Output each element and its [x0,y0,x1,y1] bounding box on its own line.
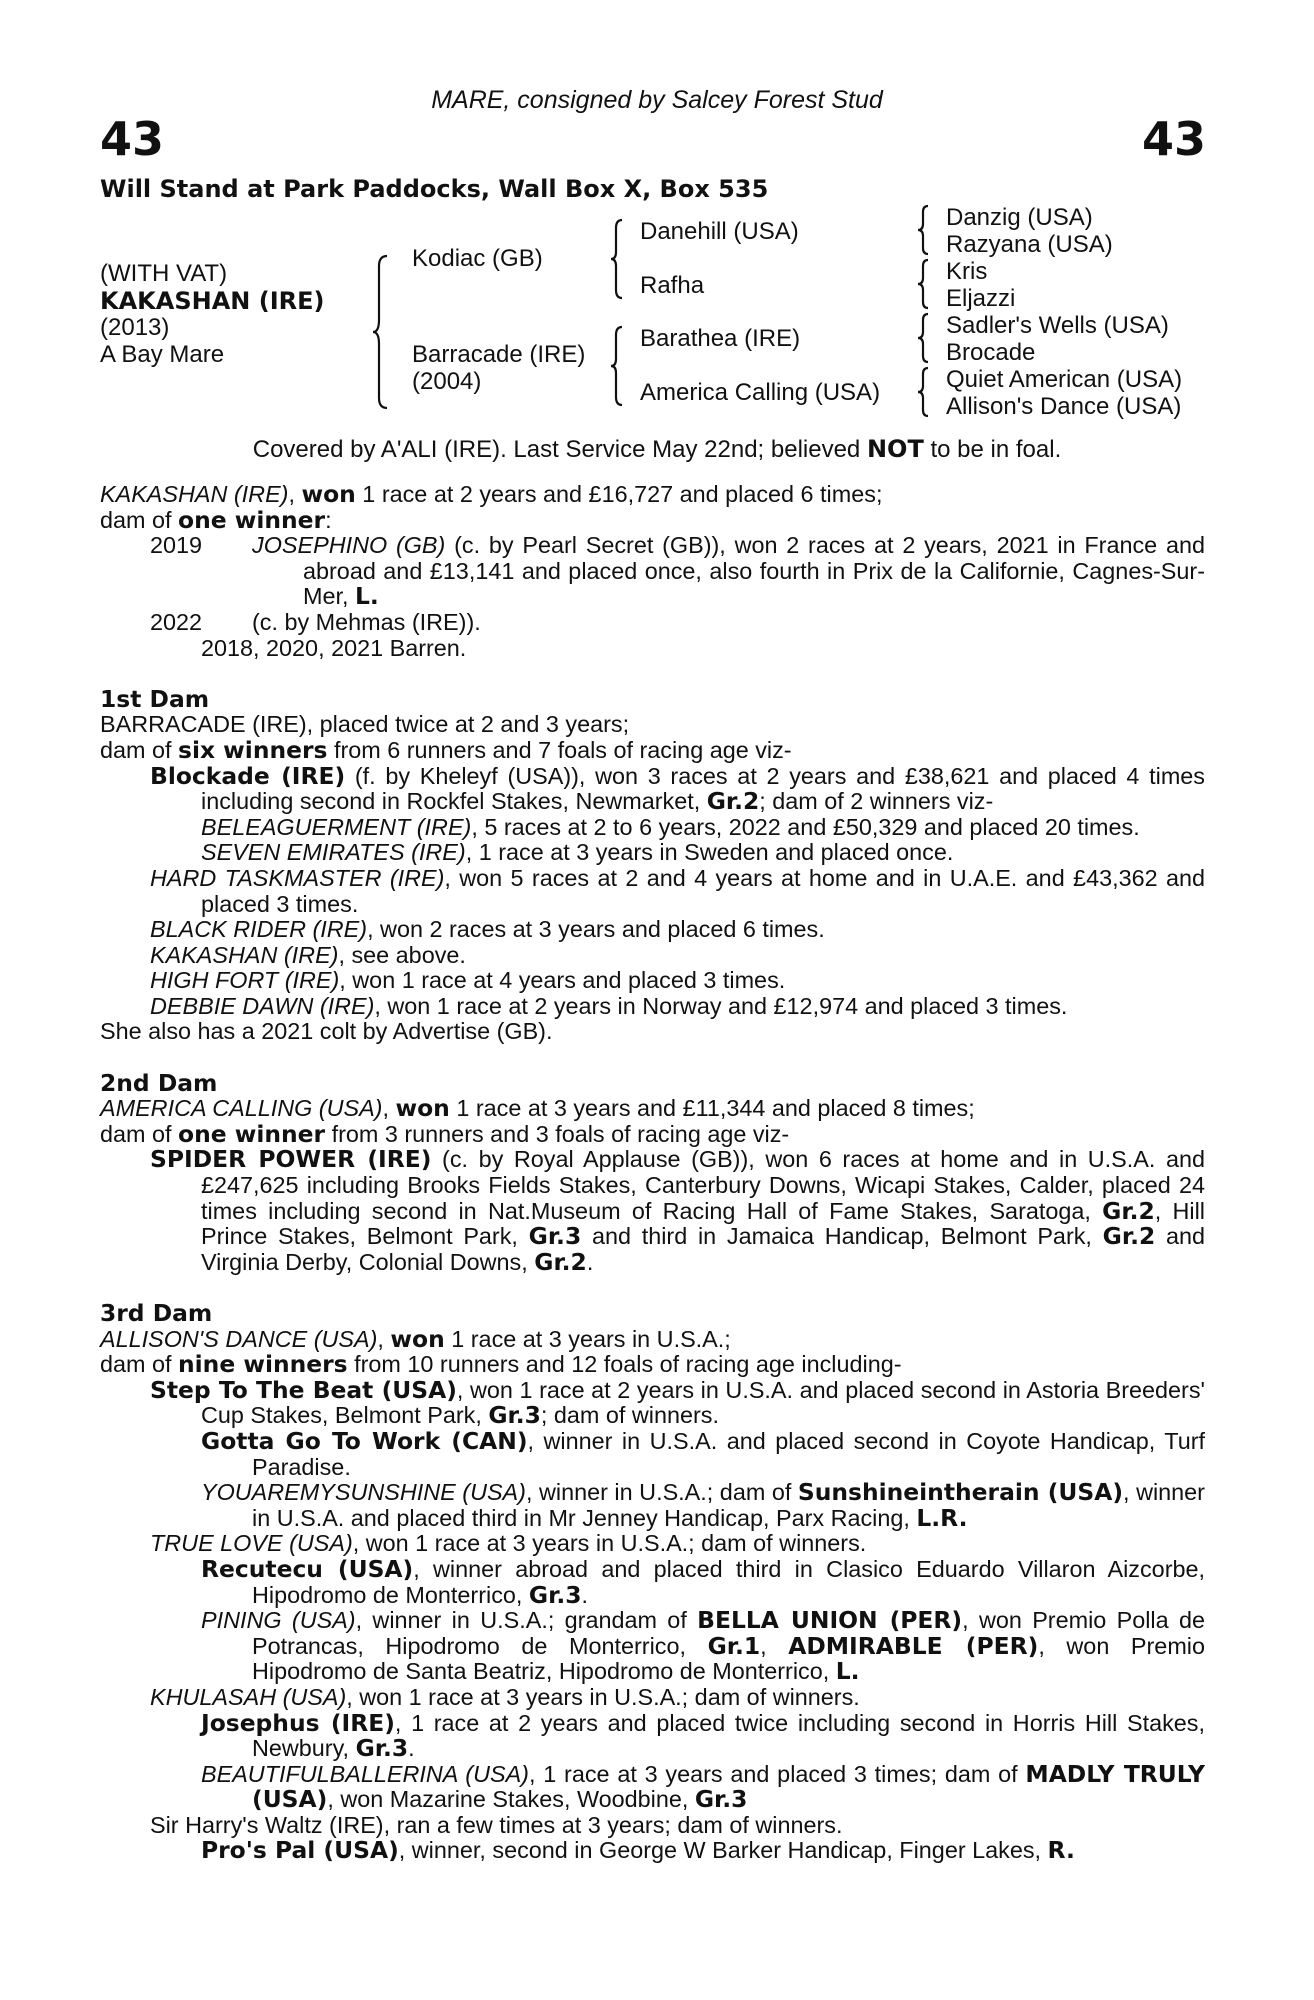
spacer [100,661,1205,687]
dam1-entry-black-rider [100,917,1205,943]
text: , winner in U.S.A.; grandam of [355,1607,698,1634]
text: , won Mazarine Stakes, Woodbine, [327,1786,695,1813]
winners-count: nine winners [178,1350,348,1379]
text: , 5 races at 2 to 6 years, 2022 and £50,329 and placed 20 times. [471,813,1140,840]
dam3-entry-sir-harrys-waltz: Sir Harry's Waltz (IRE), ran a few times at 3 years; dam of winners. [150,1811,843,1838]
produce-year: 2022 [150,608,203,635]
dam3-entry-step-to-the-beat [100,1375,1205,1430]
dam1-entry-seven-emirates [100,840,1205,866]
spacer [100,1045,1205,1071]
race-grade: Gr.2 [1102,1196,1155,1225]
text: , Hill Prince Stakes, Belmont Park, [201,1197,1205,1250]
covered-line [0,435,1314,464]
spacer [100,1275,1205,1301]
horse-italic: YOUAREMYSUNSHINE (USA) [201,1479,526,1506]
horse-italic: TRUE LOVE (USA) [150,1530,353,1557]
dam1-also: She also has a 2021 colt by Advertise (GB). [100,1018,553,1045]
horse-bold: Recutecu (USA) [201,1554,414,1583]
race-grade: Gr.3 [355,1734,409,1763]
dam3-entry-gotta-go-to-work [100,1426,1205,1480]
text: . [408,1735,415,1762]
text: , won 5 races at 2 and 4 years at home and in U.A.E. and £43,362 and placed 3 times. [201,864,1205,917]
horse-bold: ADMIRABLE (PER) [788,1631,1039,1660]
text: . [581,1581,588,1608]
horse-italic: BEAUTIFULBALLERINA (USA) [201,1760,529,1787]
text: , see above. [338,941,466,968]
race-grade: Gr.2 [706,787,760,816]
won-label: won [390,1324,445,1353]
horse-italic: KHULASAH (USA) [150,1683,347,1710]
text: ; dam of winners. [540,1402,719,1429]
horse-italic: SEVEN EMIRATES (IRE) [201,839,466,866]
section-1st-dam: 1st Dam [100,684,210,713]
gg-4: Eljazzi [946,285,1016,312]
text: , 1 race at 2 years and placed twice including second in Horris Hill Stakes, Newbury, [252,1709,1205,1762]
section-2nd-dam: 2nd Dam [100,1068,218,1097]
dam-name: Barracade (IRE) [412,341,586,368]
text: . [586,1248,594,1275]
text: and third in Jamaica Handicap, Belmont Park, [581,1223,1103,1250]
dam1-entry-beleaguerment [100,815,1205,841]
dam3-entry-pros-pal [100,1838,1205,1864]
produce-text: (c. by Mehmas (IRE)). [252,608,481,635]
horse-bold: Gotta Go To Work (CAN) [201,1426,528,1455]
sire-brace [612,218,628,300]
dam3-record [100,1324,1205,1353]
text: , won 1 race at 3 years in U.S.A.; dam of winners. [346,1683,860,1710]
horse-bold: BELLA UNION (PER) [697,1606,963,1635]
produce-2019 [100,533,1205,610]
gg-2: Razyana (USA) [946,231,1113,258]
horse-bold: Blockade (IRE) [150,761,346,790]
gg-5: Sadler's Wells (USA) [946,312,1169,339]
horse-year: (2013) [100,314,170,341]
text: : [325,506,332,533]
text: , [760,1632,789,1659]
gg-6: Brocade [946,339,1036,366]
race-grade: Gr.1 [707,1631,761,1660]
horse-bold: Josephus (IRE) [201,1708,395,1737]
dam1-record: BARRACADE (IRE), placed twice at 2 and 3 years; [100,711,630,738]
horse-italic: DEBBIE DAWN (IRE) [150,992,375,1019]
grand-brace-4 [918,366,934,420]
sep: , [288,481,302,507]
stabling-line: Will Stand at Park Paddocks, Wall Box X, Box 535 [100,175,769,203]
horse-description: A Bay Mare [100,341,225,368]
gg-1: Danzig (USA) [946,204,1093,231]
race-grade: Gr.3 [528,1222,582,1251]
sire-dam: Rafha [640,272,705,299]
horse-italic: BLACK RIDER (IRE) [150,916,368,943]
dam2-record [100,1096,1205,1122]
section-3rd-dam: 3rd Dam [100,1299,213,1327]
dam1-summary [100,735,1205,764]
dam1-entry-debbie-dawn [100,994,1205,1020]
dam3-entry-youaremysunshine [100,1480,1205,1531]
horse-italic: KAKASHAN (IRE) [150,941,339,968]
gg-7: Quiet American (USA) [946,366,1183,393]
lot-number-left: 43 [100,112,165,166]
dam3-entry-beautifulballerina [100,1759,1205,1814]
dam-dam: America Calling (USA) [640,379,881,406]
dam3-entry-recutecu [100,1554,1205,1609]
text: (c. by Royal Applause (GB)), won 6 races at home and in U.S.A. and £247,625 including Brooks Fields Stakes, Canterbury Downs, Wicapi Stakes, Calder, placed 24 times including second in Nat.Museum of Racing Hall of Fame Stakes, Saratoga, [201,1146,1205,1224]
text: , winner in U.S.A. and placed second in Coyote Handicap, Turf Paradise. [252,1427,1205,1480]
dam3-entry-pining [100,1608,1205,1685]
gg-8: Allison's Dance (USA) [946,393,1182,420]
race-grade: L.R. [916,1503,968,1532]
horse-italic: HARD TASKMASTER (IRE) [150,864,445,891]
text: , won Premio Polla de Potrancas, Hipodromo de Monterrico, [252,1607,1205,1659]
pedigree-brace-main [375,254,395,410]
produce-record [100,482,1205,1864]
winners-count: six winners [178,735,328,764]
text: , won 1 race at 2 years in Norway and £12,974 and placed 3 times. [374,992,1068,1019]
horse-italic: HIGH FORT (IRE) [150,967,340,994]
won-label: won [395,1094,450,1123]
text: , winner in U.S.A. and placed third in Mr Jenney Handicap, Parx Racing, [252,1479,1205,1531]
race-grade: R. [1047,1836,1075,1865]
produce-name: JOSEPHINO (GB) [252,532,446,559]
produce-text: (c. by Pearl Secret (GB)), won 2 races at 2 years, 2021 in France and abroad and £13,141 and placed once, also fourth in Prix de la Californie, Cagnes-Sur-Mer, [303,532,1205,610]
text: , won 2 races at 3 years and placed 6 times. [367,916,825,943]
text: from 10 runners and 12 foals of racing age including- [347,1351,902,1378]
lot-number-right: 43 [1141,112,1206,166]
dam1-entry-high-fort [100,968,1205,994]
race-grade: Gr.3 [528,1580,582,1609]
grand-brace-1 [918,204,934,258]
horse-bold: MADLY TRULY (USA) [252,1759,1205,1814]
text: dam of [100,1120,179,1147]
race-grade: Gr.3 [488,1401,541,1430]
produce-year: 2019 [150,532,203,559]
text: , winner abroad and placed third in Clasico Eduardo Villaron Aizcorbe, Hipodromo de Monterrico, [252,1555,1205,1608]
barren-years: 2018, 2020, 2021 Barren. [201,634,467,661]
dam-brace [612,325,628,407]
text: dam of [100,736,179,763]
text: dam of [100,1351,179,1378]
dam-sire: Barathea (IRE) [640,325,801,352]
covered-not: NOT [866,435,924,463]
race-grade: Gr.2 [1102,1222,1156,1251]
vat-note: (WITH VAT) [100,260,228,287]
dam3-entry-khulasah [100,1685,1205,1711]
dam3-entry-josephus [100,1708,1205,1763]
text: , won 1 race at 4 years and placed 3 times. [339,967,786,994]
text: , 1 race at 3 years in Sweden and placed once. [465,839,954,866]
winners-count: one winner [178,505,326,534]
consignor-line: MARE, consigned by Salcey Forest Stud [431,86,883,114]
text: , winner in U.S.A.; dam of [525,1479,798,1506]
text: ; dam of 2 winners viz- [759,788,994,815]
text: 1 race at 3 years in U.S.A.; [444,1325,731,1352]
text: , winner, second in George W Barker Handicap, Finger Lakes, [398,1837,1048,1864]
mare-record [100,482,1205,508]
text: , won 1 race at 2 years in U.S.A. and placed second in Astoria Breeders' Cup Stakes, Belmont Park, [201,1376,1205,1429]
dam1-entry-kakashan [100,943,1205,969]
text: from 6 runners and 7 foals of racing age viz- [327,736,792,763]
horse-bold: Sunshineintherain (USA) [797,1478,1124,1507]
horse-italic: ALLISON'S DANCE (USA) [100,1325,378,1352]
mare-produce-summary [100,505,1205,534]
dam-year: (2004) [412,368,482,395]
mare-name: KAKASHAN (IRE) [100,481,289,507]
dam3-summary [100,1352,1205,1378]
horse-bold: Step To The Beat (USA) [150,1375,457,1404]
horse-bold: SPIDER POWER (IRE) [150,1145,432,1174]
dam1-entry-blockade [100,761,1206,816]
race-grade: Gr.2 [534,1247,587,1276]
grand-brace-2 [918,258,934,312]
horse-italic: PINING (USA) [201,1607,356,1634]
race-grade: Gr.3 [694,1785,748,1814]
text: , won 1 race at 3 years in U.S.A.; dam of winners. [352,1530,867,1557]
horse-bold: Pro's Pal (USA) [201,1836,399,1865]
text: , 1 race at 3 years and placed 3 times; dam of [528,1760,1026,1787]
gg-3: Kris [946,258,988,285]
race-grade: L. [355,582,379,611]
text: (f. by Kheleyf (USA)), won 3 races at 2 years and £38,621 and placed 4 times including second in Rockfel Stakes, Newmarket, [201,762,1206,815]
sire-sire: Danehill (USA) [640,218,799,245]
sep: , [382,1095,396,1122]
grand-brace-3 [918,312,934,366]
dam1-entry-hard-taskmaster [100,866,1205,917]
horse-name: KAKASHAN (IRE) [100,287,325,315]
produce-2022 [100,610,1205,636]
sep: , [377,1325,391,1352]
text: 1 race at 3 years and £11,344 and placed 8 times; [449,1095,975,1122]
text: and Virginia Derby, Colonial Downs, [201,1223,1205,1275]
covered-text: Covered by A'ALI (IRE). Last Service May 22nd; believed [252,436,867,463]
horse-italic: BELEAGUERMENT (IRE) [201,813,472,840]
dam3-entry-true-love [100,1531,1205,1557]
dam2-summary [100,1119,1205,1148]
winners-count: one winner [178,1119,326,1148]
text: , won Premio Hipodromo de Santa Beatriz, Hipodromo de Monterrico, [252,1632,1206,1685]
covered-end: to be in foal. [923,436,1062,463]
race-grade: L. [835,1657,860,1686]
text: dam of [100,506,179,533]
won-label: won [301,480,356,508]
sire-name: Kodiac (GB) [412,245,543,272]
text: from 3 runners and 3 foals of racing age viz- [325,1120,790,1147]
horse-italic: AMERICA CALLING (USA) [100,1095,383,1122]
dam2-entry-spider-power [100,1147,1205,1275]
mare-record-text: 1 race at 2 years and £16,727 and placed 6 times; [355,481,883,507]
